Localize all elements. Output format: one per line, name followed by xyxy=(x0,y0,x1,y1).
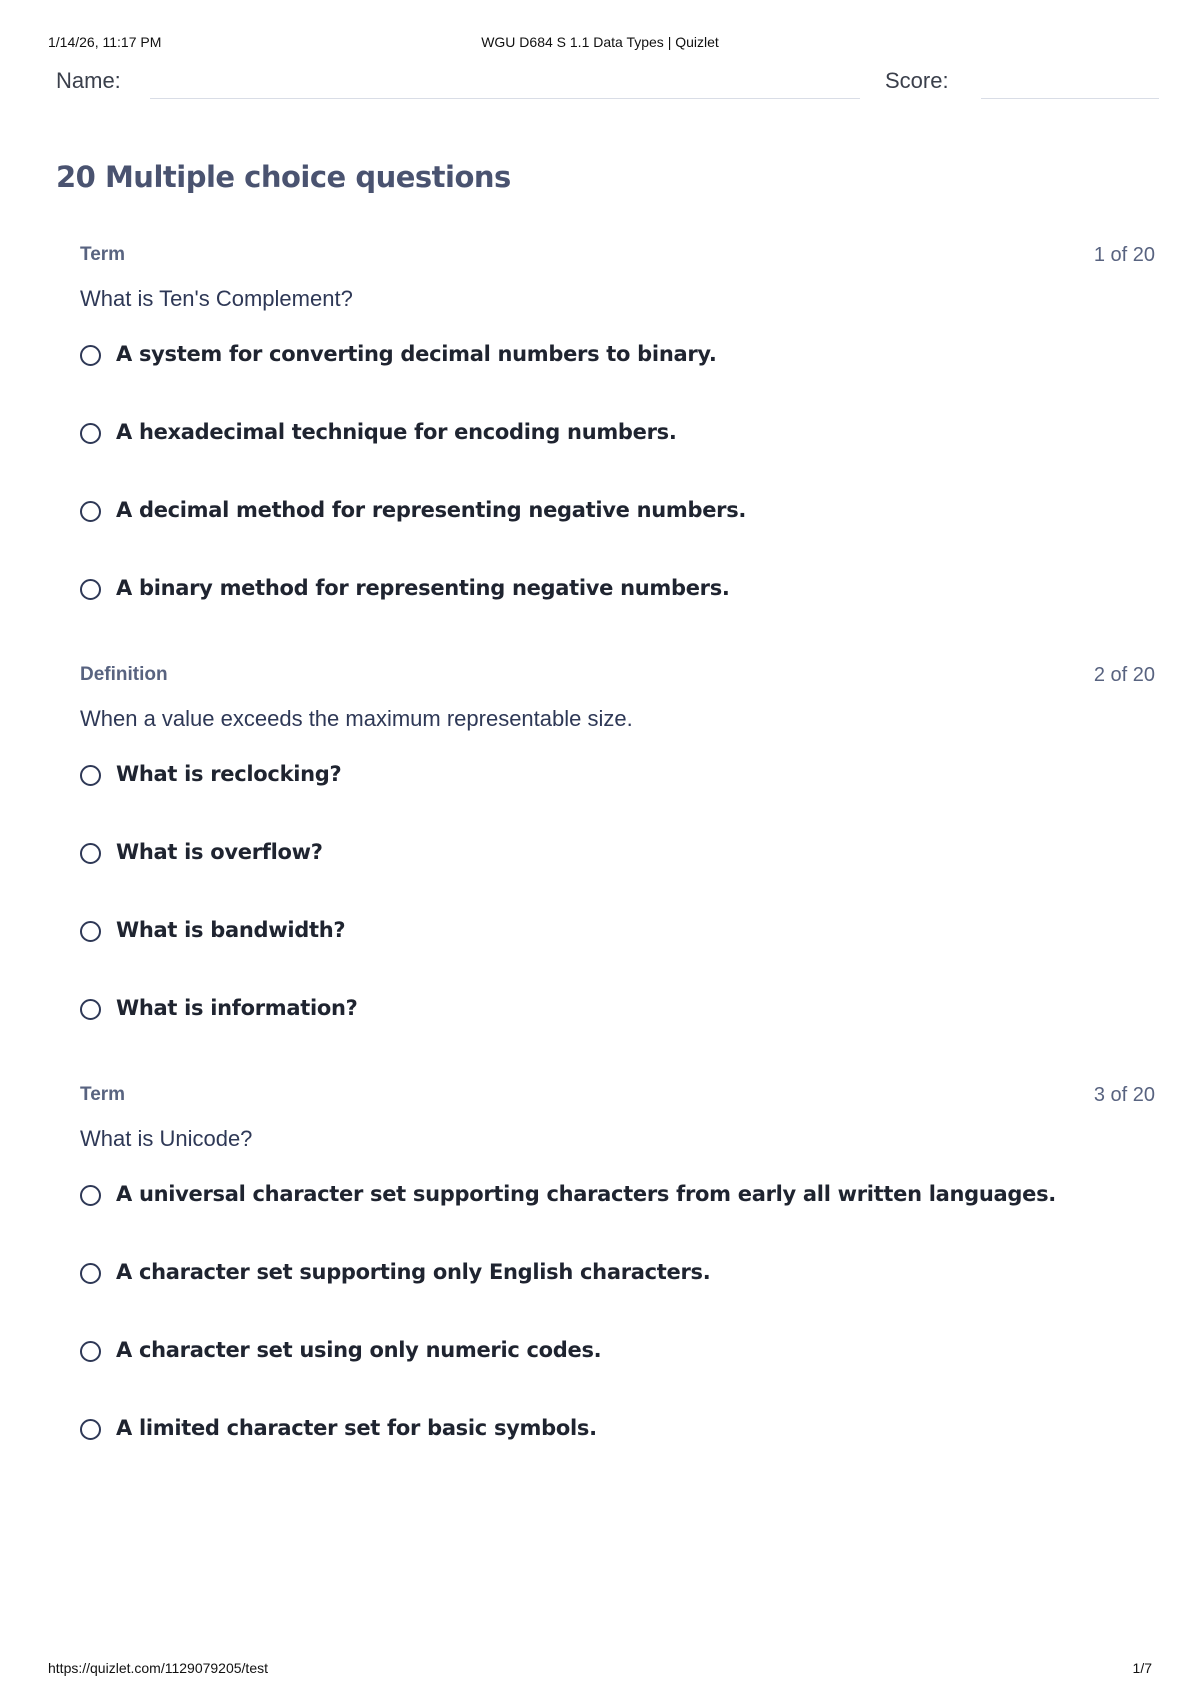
question-meta xyxy=(80,244,1155,270)
answer-option[interactable] xyxy=(80,342,1155,420)
answer-option[interactable] xyxy=(80,1338,1155,1416)
answer-option-label: What is reclocking? xyxy=(116,762,342,786)
answer-option[interactable] xyxy=(80,1416,1155,1494)
radio-icon[interactable] xyxy=(80,1419,101,1440)
question-kind: Term xyxy=(80,244,126,265)
answer-option[interactable] xyxy=(80,498,1155,576)
answer-option[interactable] xyxy=(80,762,1155,840)
answer-option-label: A character set supporting only English characters. xyxy=(116,1260,711,1284)
radio-icon[interactable] xyxy=(80,1185,101,1206)
answer-option[interactable] xyxy=(80,918,1155,996)
score-label: Score: xyxy=(885,68,949,93)
radio-icon[interactable] xyxy=(80,765,101,786)
print-doc-title: WGU D684 S 1.1 Data Types | Quizlet xyxy=(481,34,719,50)
answer-option-label: A binary method for representing negative numbers. xyxy=(116,576,730,600)
radio-icon[interactable] xyxy=(80,501,101,522)
answer-option-label: A system for converting decimal numbers to binary. xyxy=(116,342,717,366)
name-score-row xyxy=(56,66,1152,102)
radio-icon[interactable] xyxy=(80,999,101,1020)
question-1 xyxy=(80,244,1155,654)
answer-options xyxy=(80,342,1155,654)
name-label: Name: xyxy=(56,68,121,93)
radio-icon[interactable] xyxy=(80,1341,101,1362)
answer-option[interactable] xyxy=(80,996,1155,1074)
question-counter: 1 of 20 xyxy=(1093,244,1155,266)
question-prompt: What is Unicode? xyxy=(80,1126,253,1151)
question-meta xyxy=(80,1084,1155,1110)
print-footer xyxy=(48,1660,1152,1680)
answer-option[interactable] xyxy=(80,1260,1155,1338)
question-2 xyxy=(80,664,1155,1074)
answer-option-label: A decimal method for representing negative numbers. xyxy=(116,498,747,522)
radio-icon[interactable] xyxy=(80,921,101,942)
question-counter: 3 of 20 xyxy=(1093,1084,1155,1106)
question-meta xyxy=(80,664,1155,690)
answer-option-label: What is information? xyxy=(116,996,358,1020)
print-url: https://quizlet.com/1129079205/test xyxy=(48,1660,268,1676)
print-header xyxy=(48,34,1152,54)
page-number: 1/7 xyxy=(1132,1660,1152,1676)
radio-icon[interactable] xyxy=(80,579,101,600)
score-field-line[interactable] xyxy=(981,98,1159,99)
radio-icon[interactable] xyxy=(80,843,101,864)
question-prompt: What is Ten's Complement? xyxy=(80,286,353,311)
print-datetime: 1/14/26, 11:17 PM xyxy=(48,34,162,50)
answer-options xyxy=(80,1182,1155,1494)
answer-option-label: A character set using only numeric codes. xyxy=(116,1338,602,1362)
question-kind: Definition xyxy=(80,664,168,685)
answer-option[interactable] xyxy=(80,576,1155,654)
radio-icon[interactable] xyxy=(80,345,101,366)
name-field-line[interactable] xyxy=(150,98,860,99)
question-counter: 2 of 20 xyxy=(1093,664,1155,686)
answer-option-label: A limited character set for basic symbols. xyxy=(116,1416,597,1440)
answer-option[interactable] xyxy=(80,1182,1155,1260)
answer-option-label: What is bandwidth? xyxy=(116,918,346,942)
answer-option-label: What is overflow? xyxy=(116,840,323,864)
answer-option[interactable] xyxy=(80,420,1155,498)
answer-options xyxy=(80,762,1155,1074)
radio-icon[interactable] xyxy=(80,1263,101,1284)
section-heading: 20 Multiple choice questions xyxy=(56,160,511,194)
question-prompt: When a value exceeds the maximum representable size. xyxy=(80,706,633,731)
radio-icon[interactable] xyxy=(80,423,101,444)
answer-option-label: A hexadecimal technique for encoding numbers. xyxy=(116,420,677,444)
question-kind: Term xyxy=(80,1084,126,1105)
answer-option-label: A universal character set supporting characters from early all written languages. xyxy=(116,1182,1056,1206)
answer-option[interactable] xyxy=(80,840,1155,918)
question-3 xyxy=(80,1084,1155,1494)
